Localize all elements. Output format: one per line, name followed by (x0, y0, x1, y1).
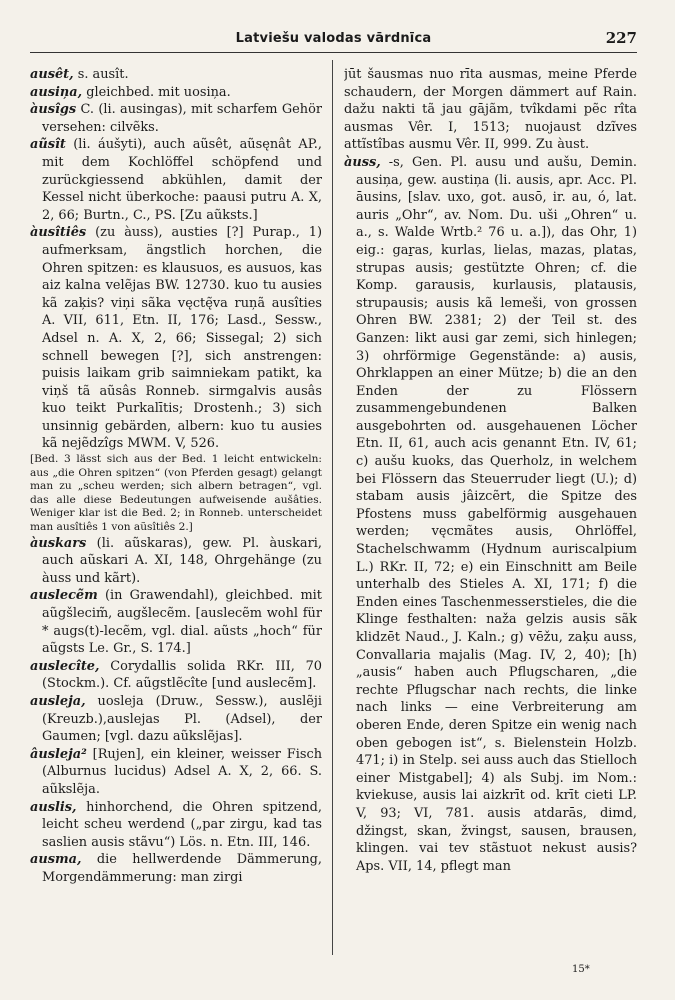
entry-body: (li. áušyti), auch aũsêt, aũsęnât AP., mit dem Kochlöffel schöpfend und zurückgiessend abkühlen, damit der Kessel nicht überkoche: paausi putru A. X, 2, 66; Burtn., C., PS. [Zu aũksts.] (42, 137, 322, 223)
entry-headword: àusîtiês (30, 225, 87, 241)
entry-headword: ausleja, (30, 693, 86, 709)
entry-body: -s, Gen. Pl. ausu und aušu, Demin. ausiņa, gew. austiņa (li. ausis, apr. Acc. Pl. āusins, [slav. uxo, got. ausō, ir. au, ó, lat. auris „Ohr“, av. Nom. Du. uši „Ohren“ u. a., s. Walde Wrtb.² 76 u. a.]), das Ohr, 1) eig.: gaṟas, kurlas, lielas, mazas, platas, strupas ausis; gestützte Ohren; cf. die Komp. garausis, kurlausis, platausis, strupausis; ausis kã lemeši, von grossen Ohren BW. 2381; 2) der Teil st. des Ganzen: likt ausi gar zemi, sich hinlegen; 3) ohrförmige Gegenstände: a) ausis, Ohrklappen an einer Mütze; b) die an den Enden der zu Flössern zusammengebundenen Balken ausgebohrten od. ausgehauenen Löcher Etn. II, 61, auch acis genannt Etn. IV, 61; c) aušu kuoks, das Querholz, in welchem bei Flössern das Steuerruder liegt (U.); d) stabam ausis jâizcẽrt, die Spitze des Pfostens muss gabelförmig ausgehauen werden; vęcmãtes ausis, Ohrlöffel, Stachelschwamm (Hydnum auriscalpium L.) RKr. II, 72; e) ein Einschnitt am Beile unterhalb des Stieles A. XI, 171; f) die Enden eines Taschenmesserstieles, die die Klinge festhalten: naža gelzis ausis sãk klidzēt Naud., J. Kaln.; g) vēžu, zaķu auss, Convallaria majalis (Mag. IV, 2, 40); [h) „ausis“ haben auch Pflugscharen, „die rechte Pflugschar nach rechts, die linke nach links — eine Verbreiterung am oberen Ende, deren Spitze ein wenig nach oben gebogen ist“, s. Bielenstein Holzb. 471; i) in Stelp. sei auss auch das Stielloch einer Mistgabel]; 4) als Subj. im Nom.: kviekuse, ausis lai aizkrīt od. krīt cieti LP. V, 93; VI, 781. ausis atdarās, dimd, džingst, skan, žvingst, sausen, brausen, klingen. vai tev stãstuot nekust ausis? Aps. VII, 14, pflegt man (356, 154, 637, 874)
entry-body: uosleja (Druw., Sessw.), auslẽji (Kreuzb.),auslejas Pl. (Adsel), der Gaumen; [vgl. dazu aũkslẽjas]. (42, 693, 322, 745)
entry-headword: ausêt, (30, 67, 74, 82)
dictionary-entry (30, 851, 322, 886)
page-header (30, 26, 637, 53)
dictionary-entry (30, 587, 322, 657)
dictionary-entry (30, 799, 322, 852)
entry-headword: ausma, (30, 852, 82, 868)
entry-body: jūt šausmas nuo rīta ausmas, meine Pferde schaudern, der Morgen dämmert auf Rain. dažu nakti tã jau gājãm, tvîkdami pẽc rîta ausmas Vêr. I, 1513; nuojaust dzĩves attĩstîbas ausmu Vêr. II, 999. Zu àust. (344, 67, 637, 153)
dictionary-entry (30, 658, 322, 693)
entry-body: (zu àuss), austies [?] Purap., 1) aufmerksam, ängstlich horchen, die Ohren spitzen: es klausuos, es ausuos, kas aiz kalna velẽjas BW. 12730. kuo tu ausies kã zaķis? viņi sãka vęctę̃va ruņã ausîties A. VII, 611, Etn. II, 176; Lasd., Sessw., Adsel n. A. X, 2, 66; Sissegal; 2) sich schnell bewegen [?], sich anstrengen: puisis laikam grib saimniekam patikt, ka viņš tã aũsâs Ronneb. sirmgalvis ausâs kuo teikt Purkalītis; Drostenh.; 3) sich unsinnig gebärden, albern: kuo tu ausies kã nejẽdzîgs MWM. V, 526. (42, 225, 322, 452)
dictionary-entry (30, 101, 322, 136)
entry-headword: àuss, (344, 154, 381, 170)
column-divider (332, 60, 333, 955)
left-column (30, 66, 322, 954)
entry-body: (li. aũskaras), gew. Pl. àuskari, auch aũskari A. XI, 148, Ohrgehänge (zu àuss und kãrt). (42, 535, 322, 586)
entry-body: die hellwerdende Dämmerung, Morgendämmerung: man zirgi (42, 852, 322, 885)
dictionary-entry (30, 453, 322, 535)
entry-headword: ausiņa, (30, 84, 83, 100)
dictionary-entry (30, 84, 322, 102)
entry-headword: âusleja² (30, 746, 87, 762)
dictionary-entry (30, 224, 322, 453)
entry-headword: auslis, (30, 799, 77, 815)
entry-headword: auslecẽm (30, 588, 98, 604)
entry-body: gleichbed. mit uosiņa. (82, 84, 231, 100)
entry-body: [Bed. 3 lässt sich aus der Bed. 1 leicht entwickeln: aus „die Ohren spitzen“ (von Pferden gesagt) gelangt man zu „scheu werden; sich albern betragen“, vgl. das alle diese Bedeutungen aufweisende aušâties. Weniger klar ist die Bed. 2; in Ronneb. unterscheidet man ausîtiês 1 von aũsîtiês 2.] (30, 453, 322, 534)
entry-headword: àusîgs (30, 102, 77, 118)
dictionary-entry (344, 66, 637, 154)
dictionary-entry (30, 66, 322, 84)
printer-signature: 15* (572, 964, 590, 975)
entry-body: [Rujen], ein kleiner, weisser Fisch (Alburnus lucidus) Adsel A. X, 2, 66. S. aũkslẽja. (42, 746, 322, 797)
running-title: Latviešu valodas vārdnīca (235, 31, 432, 46)
entry-body: s. ausît. (73, 67, 129, 82)
dictionary-entry (30, 136, 322, 224)
dictionary-entry (30, 746, 322, 799)
entry-headword: àuskars (30, 535, 87, 551)
entry-body: (in Grawendahl), gleichbed. mit aũgšlecim̃, augšlecẽm. [auslecẽm wohl für * augs(t)-lecẽm, vgl. dial. aũsts „hoch“ für aũgsts Le. Gr., S. 174.] (42, 588, 322, 657)
entry-headword: aũsît (30, 137, 66, 153)
entry-body: C. (li. ausingas), mit scharfem Gehör versehen: cilvẽks. (42, 102, 322, 135)
entry-body: Corydallis solida RKr. III, 70 (Stockm.). Cf. aũgstlẽcîte [und auslecẽm]. (42, 658, 322, 692)
dictionary-entry (30, 535, 322, 588)
entry-body: hinhorchend, die Ohren spitzend, leicht scheu werdend („par zirgu, kad tas saslien ausis stãvu“) Lös. n. Etn. III, 146. (42, 799, 322, 850)
right-column (344, 66, 637, 954)
page-number: 227 (605, 29, 637, 47)
entry-headword: auslecîte, (30, 658, 100, 674)
dictionary-entry (344, 154, 637, 875)
dictionary-entry (30, 693, 322, 746)
